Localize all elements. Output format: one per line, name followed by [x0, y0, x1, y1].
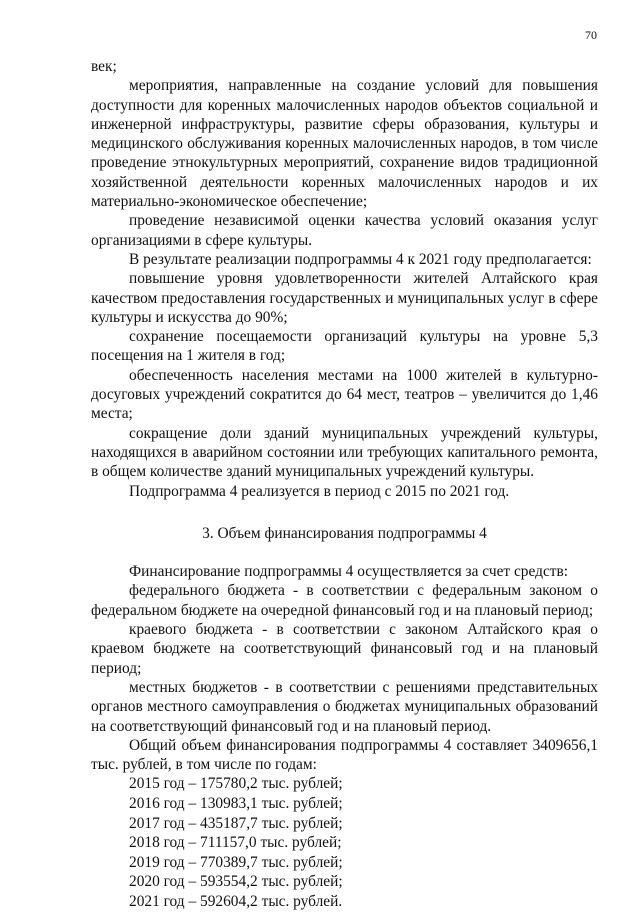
funding-year-item: 2015 год – 175780,2 тыс. рублей; — [129, 775, 343, 793]
paragraphs-bottom — [91, 562, 598, 774]
paragraph: Финансирование подпрограммы 4 осуществляется за счет средств: — [129, 563, 569, 581]
funding-year-item: 2020 год – 593554,2 тыс. рублей; — [129, 873, 343, 891]
section-heading: 3. Объем финансирования подпрограммы 4 — [202, 524, 487, 542]
page-number: 70 — [585, 28, 597, 42]
funding-year-item: 2017 год – 435187,7 тыс. рублей; — [129, 814, 343, 832]
funding-year-item: 2016 год – 130983,1 тыс. рублей; — [129, 794, 343, 812]
funding-year-item: 2019 год – 770389,7 тыс. рублей; — [129, 853, 343, 871]
funding-year-item: 2021 год – 592604,2 тыс. рублей. — [129, 892, 343, 910]
paragraph: краевого бюджета - в соответствии с законом Алтайского края о краевом бюджете на соответствующий финансовый год и на плановый период; — [91, 621, 598, 677]
paragraph: проведение независимой оценки качества условий оказания услуг организациями в сфере культуры. — [91, 212, 598, 249]
paragraph: век; — [91, 58, 117, 75]
paragraph: сокращение доли зданий муниципальных учреждений культуры, находящихся в аварийном состоянии или требующих капитального ремонта, в общем количестве зданий муниципальных учреждений культуры. — [91, 424, 598, 481]
funding-year-item: 2018 год – 711157,0 тыс. рублей; — [129, 834, 342, 852]
paragraph: В результате реализации подпрограммы 4 к 2021 году предполагается: — [129, 250, 592, 268]
document-body — [91, 57, 598, 912]
paragraph: федерального бюджета - в соответствии с федеральным законом о федеральном бюджете на очередной финансовый год и на плановый период; — [91, 582, 598, 619]
paragraph: Подпрограмма 4 реализуется в период с 2015 по 2021 год. — [129, 482, 510, 500]
paragraph: повышение уровня удовлетворенности жителей Алтайского края качеством предоставления государственных и муниципальных услуг в сфере культуры и искусства до 90%; — [91, 270, 598, 326]
paragraphs-top — [91, 57, 598, 501]
funding-year-list — [129, 774, 598, 911]
paragraph: мероприятия, направленные на создание условий для повышения доступности для коренных малочисленных народов объектов социальной и инженерной инфраструктуры, развитие сферы образования, культуры и медицинского обслуживания коренных малочисленных народов, в том числе проведение этнокультурных мероприятий, сохранение видов традиционной хозяйственной деятельности коренных малочисленных народов и их материально-экономическое обеспечение; — [91, 77, 598, 211]
paragraph: местных бюджетов - в соответствии с решениями представительных органов местного самоуправления о бюджетах муниципальных образований на соответствующий финансовый год и на плановый период. — [91, 678, 598, 735]
paragraph: обеспеченность населения местами на 1000 жителей в культурно-досуговых учреждений сократится до 64 мест, театров – увеличится до 1,46 места; — [91, 366, 598, 423]
paragraph: сохранение посещаемости организаций культуры на уровне 5,3 посещения на 1 жителя в год; — [91, 328, 598, 365]
paragraph: Общий объем финансирования подпрограммы 4 составляет 3409656,1 тыс. рублей, в том числе по годам: — [91, 736, 598, 774]
